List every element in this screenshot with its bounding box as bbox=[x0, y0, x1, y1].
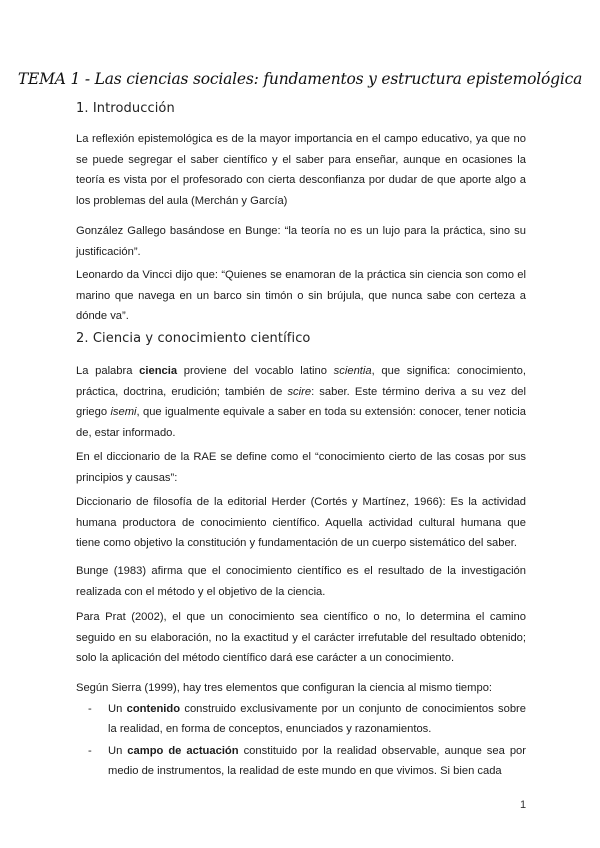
document-title: TEMA 1 - Las ciencias sociales: fundamentos y estructura epistemológica bbox=[17, 70, 583, 88]
paragraph-sierra: Según Sierra (1999), hay tres elementos que configuran la ciencia al mismo tiempo: bbox=[76, 682, 493, 694]
list-item bbox=[76, 699, 526, 739]
italic-term-scire: scire bbox=[287, 385, 312, 398]
list-dash: - bbox=[88, 703, 92, 715]
paragraph-gonzalez: González Gallego basándose en Bunge: “la teoría no es un lujo para la práctica, sino su justificación”. bbox=[76, 225, 526, 258]
paragraph-bunge: Bunge (1983) afirma que el conocimiento científico es el resultado de la investigación realizada con el método y el objetivo de la ciencia. bbox=[76, 565, 526, 598]
list-item bbox=[76, 741, 526, 781]
bold-term-ciencia: ciencia bbox=[139, 365, 178, 377]
paragraph-herder: Diccionario de filosofía de la editorial Herder (Cortés y Martínez, 1966): Es la actividad humana productora de conocimiento científico. Aquella actividad cultural humana que tiene como objetivo la constitución y fundamentación de un cuerpo sistemático del saber. bbox=[76, 496, 526, 549]
text-run: , que significa: conocimiento, práctica, doctrina, erudición; también de bbox=[76, 365, 526, 398]
italic-term-scientia: scientia bbox=[333, 365, 372, 377]
elements-list bbox=[76, 699, 526, 783]
text-run: Un bbox=[108, 745, 128, 757]
text-run: proviene del vocablo latino bbox=[177, 365, 334, 377]
paragraph-prat: Para Prat (2002), el que un conocimiento sea científico o no, lo determina el camino seguido en su elaboración, no la exactitud y el carácter irrefutable del resultado obtenido; solo la aplicación del método científico dará ese carácter a un conocimiento. bbox=[76, 611, 526, 664]
paragraph-da-vinci: Leonardo da Vincci dijo que: “Quienes se enamoran de la práctica sin ciencia son como el marino que navega en un barco sin timón o sin brújula, que nunca sabe con certeza a dónde va”. bbox=[76, 269, 526, 322]
text-run: constituido por la realidad observable, aunque sea por medio de instrumentos, la realidad de este mundo en que vivimos. Si bien cada bbox=[108, 745, 526, 777]
text-run: Un bbox=[108, 703, 127, 715]
text-run: : saber. Este término deriva a su vez del griego bbox=[76, 385, 526, 418]
page-number: 1 bbox=[520, 799, 527, 811]
paragraph-reflexion: La reflexión epistemológica es de la mayor importancia en el campo educativo, ya que no se puede segregar el saber científico y el saber para enseñar, aunque en ocasiones la teoría es vista por el profesorado con cierta desconfianza por dudar de que aporte algo a los problemas del aula (Merchán y García) bbox=[76, 133, 526, 207]
paragraph-rae: En el diccionario de la RAE se define como el “conocimiento cierto de las cosas por sus principios y causas”: bbox=[76, 451, 526, 484]
text-run: La palabra bbox=[76, 365, 140, 377]
section-heading-ciencia: 2. Ciencia y conocimiento científico bbox=[76, 331, 311, 346]
bold-term-contenido: contenido bbox=[126, 703, 181, 715]
paragraph-palabra-ciencia bbox=[76, 361, 526, 443]
section-heading-introduccion: 1. Introducción bbox=[76, 101, 175, 116]
text-run: , que igualmente equivale a saber en toda su extensión: conocer, tener noticia de, estar informado. bbox=[76, 406, 526, 439]
bold-term-campo-de-actuacion: campo de actuación bbox=[127, 745, 239, 757]
list-dash: - bbox=[88, 745, 92, 757]
italic-term-isemi: isemi bbox=[110, 406, 137, 418]
text-run: construido exclusivamente por un conjunto de conocimientos sobre la realidad, en forma de conceptos, enunciados y razonamientos. bbox=[108, 703, 526, 735]
